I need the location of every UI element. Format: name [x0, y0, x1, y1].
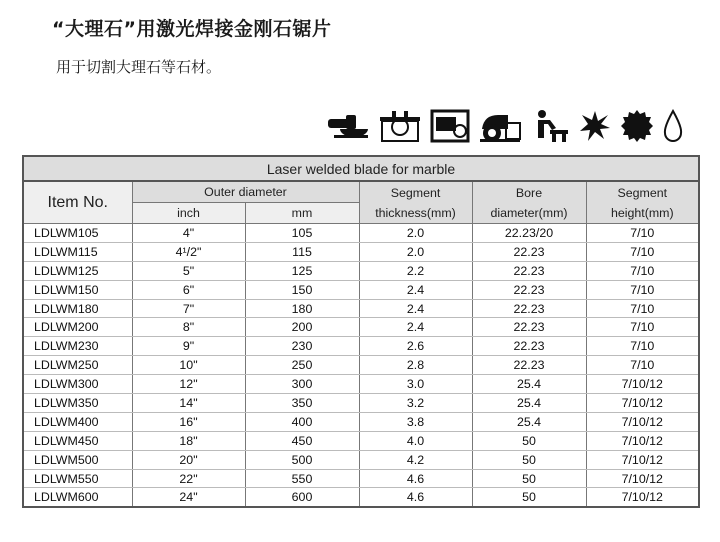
- table-row: [23, 394, 699, 413]
- spec-table: [22, 155, 700, 508]
- cell-item: LDLWM400: [23, 412, 132, 431]
- cell-mm: 300: [245, 375, 359, 394]
- cell-height: 7/10: [586, 261, 699, 280]
- table-saw-icon: [378, 109, 422, 143]
- cell-item: LDLWM300: [23, 375, 132, 394]
- table-row: [23, 412, 699, 431]
- header-segment-height-line2: height(mm): [610, 205, 674, 220]
- cell-bore: 22.23: [472, 337, 586, 356]
- cell-mm: 180: [245, 299, 359, 318]
- cell-mm: 200: [245, 318, 359, 337]
- cell-mm: 230: [245, 337, 359, 356]
- cell-mm: 450: [245, 431, 359, 450]
- application-icons: [326, 106, 684, 146]
- cell-mm: 250: [245, 356, 359, 375]
- header-segment-height: [586, 181, 699, 224]
- cell-inch: 14": [132, 394, 245, 413]
- cell-inch: 9": [132, 337, 245, 356]
- spark-icon: [578, 109, 612, 143]
- cell-thickness: 3.2: [359, 394, 472, 413]
- cell-thickness: 3.8: [359, 412, 472, 431]
- cell-thickness: 2.0: [359, 242, 472, 261]
- cell-item: LDLWM200: [23, 318, 132, 337]
- cell-thickness: 3.0: [359, 375, 472, 394]
- table-caption: Laser welded blade for marble: [23, 156, 699, 181]
- header-bore-line2: diameter(mm): [490, 205, 568, 220]
- table-row: [23, 375, 699, 394]
- cell-inch: 18": [132, 431, 245, 450]
- cell-item: LDLWM500: [23, 450, 132, 469]
- cell-item: LDLWM550: [23, 469, 132, 488]
- cell-item: LDLWM450: [23, 431, 132, 450]
- cell-mm: 150: [245, 280, 359, 299]
- cell-thickness: 4.6: [359, 488, 472, 507]
- table-row: [23, 450, 699, 469]
- header-bore-line1: Bore: [515, 185, 543, 200]
- cell-inch: 6": [132, 280, 245, 299]
- header-bore-diameter: [472, 181, 586, 224]
- cell-item: LDLWM115: [23, 242, 132, 261]
- header-segment-thickness: [359, 181, 472, 224]
- cutting-machine-icon: [478, 109, 522, 143]
- cell-bore: 22.23: [472, 318, 586, 337]
- cell-item: LDLWM125: [23, 261, 132, 280]
- table-row: [23, 318, 699, 337]
- cell-thickness: 4.6: [359, 469, 472, 488]
- water-drop-icon: [662, 109, 684, 143]
- header-item-no: Item No.: [23, 181, 132, 224]
- angle-grinder-icon: [326, 111, 370, 141]
- wall-saw-icon: [430, 109, 470, 143]
- cell-bore: 22.23: [472, 280, 586, 299]
- cell-height: 7/10: [586, 299, 699, 318]
- cell-inch: 7": [132, 299, 245, 318]
- cell-height: 7/10: [586, 318, 699, 337]
- cell-height: 7/10: [586, 242, 699, 261]
- cell-item: LDLWM230: [23, 337, 132, 356]
- cell-inch: 10": [132, 356, 245, 375]
- header-segment-thickness-line2: thickness(mm): [375, 205, 456, 220]
- cell-mm: 500: [245, 450, 359, 469]
- table-row: [23, 224, 699, 243]
- cell-thickness: 2.0: [359, 224, 472, 243]
- cell-bore: 25.4: [472, 394, 586, 413]
- cell-thickness: 2.4: [359, 280, 472, 299]
- cell-bore: 22.23: [472, 356, 586, 375]
- table-row: [23, 280, 699, 299]
- table-row: [23, 337, 699, 356]
- cell-mm: 350: [245, 394, 359, 413]
- cell-mm: 105: [245, 224, 359, 243]
- header-inch: inch: [132, 203, 245, 224]
- cell-mm: 125: [245, 261, 359, 280]
- cell-height: 7/10/12: [586, 431, 699, 450]
- cell-mm: 550: [245, 469, 359, 488]
- page-title: “大理石”用激光焊接金刚石锯片: [52, 18, 332, 40]
- cell-inch: 16": [132, 412, 245, 431]
- table-row: [23, 431, 699, 450]
- table-row: [23, 488, 699, 507]
- table-row: [23, 469, 699, 488]
- page-subtitle: 用于切割大理石等石材。: [56, 58, 222, 76]
- cell-inch: 22": [132, 469, 245, 488]
- cell-bore: 22.23: [472, 261, 586, 280]
- cell-bore: 25.4: [472, 375, 586, 394]
- cell-item: LDLWM150: [23, 280, 132, 299]
- cell-mm: 400: [245, 412, 359, 431]
- cell-inch: 20": [132, 450, 245, 469]
- cell-thickness: 2.4: [359, 299, 472, 318]
- table-row: [23, 356, 699, 375]
- header-mm: mm: [245, 203, 359, 224]
- cell-inch: 5": [132, 261, 245, 280]
- cell-thickness: 2.2: [359, 261, 472, 280]
- cell-thickness: 4.0: [359, 431, 472, 450]
- cell-height: 7/10: [586, 356, 699, 375]
- blade-icon: [620, 109, 654, 143]
- cell-height: 7/10: [586, 337, 699, 356]
- cell-bore: 50: [472, 488, 586, 507]
- cell-height: 7/10: [586, 280, 699, 299]
- cell-inch: 12": [132, 375, 245, 394]
- worker-saw-icon: [530, 108, 570, 144]
- cell-thickness: 2.6: [359, 337, 472, 356]
- cell-thickness: 4.2: [359, 450, 472, 469]
- table-row: [23, 299, 699, 318]
- cell-item: LDLWM600: [23, 488, 132, 507]
- cell-item: LDLWM180: [23, 299, 132, 318]
- cell-thickness: 2.4: [359, 318, 472, 337]
- header-segment-height-line1: Segment: [617, 185, 668, 200]
- cell-mm: 115: [245, 242, 359, 261]
- cell-bore: 50: [472, 450, 586, 469]
- cell-height: 7/10/12: [586, 375, 699, 394]
- table-row: [23, 261, 699, 280]
- cell-inch: 24": [132, 488, 245, 507]
- cell-item: LDLWM250: [23, 356, 132, 375]
- cell-item: LDLWM105: [23, 224, 132, 243]
- cell-inch: 8": [132, 318, 245, 337]
- header-segment-thickness-line1: Segment: [390, 185, 441, 200]
- cell-inch: 4¹/2": [132, 242, 245, 261]
- table-row: [23, 242, 699, 261]
- cell-thickness: 2.8: [359, 356, 472, 375]
- cell-height: 7/10/12: [586, 450, 699, 469]
- cell-bore: 22.23: [472, 242, 586, 261]
- cell-height: 7/10/12: [586, 469, 699, 488]
- cell-bore: 25.4: [472, 412, 586, 431]
- cell-height: 7/10/12: [586, 394, 699, 413]
- cell-bore: 22.23: [472, 299, 586, 318]
- table-body: [23, 224, 699, 508]
- cell-bore: 50: [472, 469, 586, 488]
- cell-item: LDLWM350: [23, 394, 132, 413]
- cell-height: 7/10/12: [586, 488, 699, 507]
- cell-inch: 4": [132, 224, 245, 243]
- header-outer-diameter: Outer diameter: [132, 181, 359, 203]
- cell-height: 7/10: [586, 224, 699, 243]
- cell-bore: 50: [472, 431, 586, 450]
- cell-mm: 600: [245, 488, 359, 507]
- cell-height: 7/10/12: [586, 412, 699, 431]
- cell-bore: 22.23/20: [472, 224, 586, 243]
